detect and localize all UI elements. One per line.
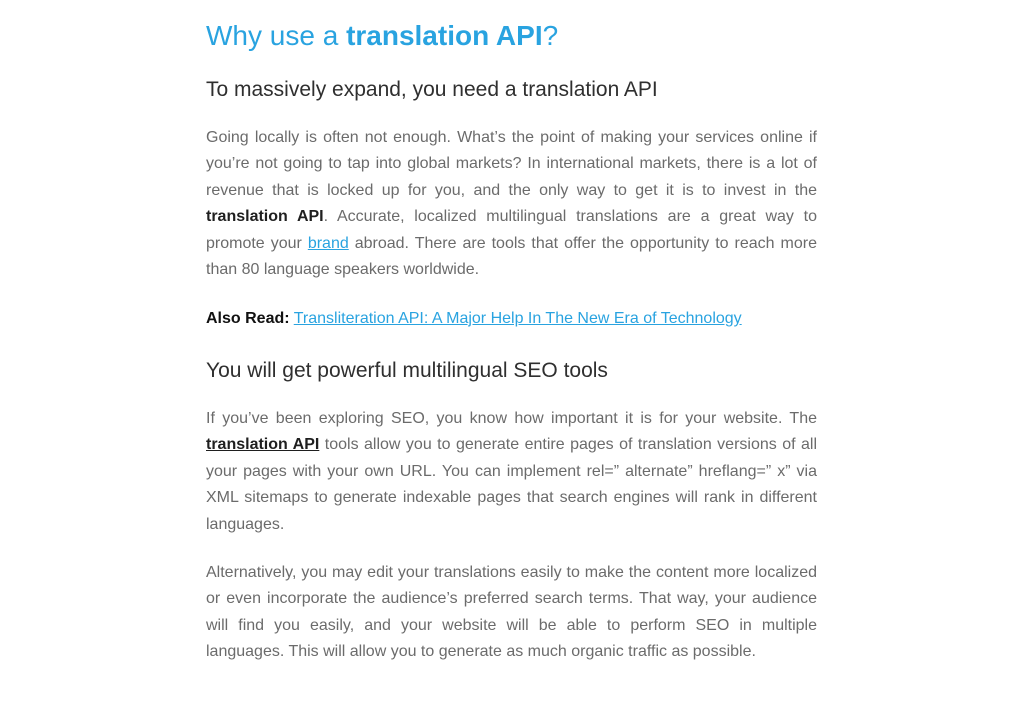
title-prefix: Why use a (206, 20, 347, 51)
section-heading-expand: To massively expand, you need a translation API (206, 78, 658, 101)
paragraph-expand-text-3: abroad. There are tools that offer the opportunity to reach more than 80 language speakers worldwide. (206, 234, 817, 279)
paragraph-seo (206, 406, 817, 538)
also-read (206, 307, 742, 331)
brand-link[interactable]: brand (307, 234, 349, 252)
paragraph-seo-text-2: tools allow you to generate entire pages of translation versions of all your pages with your own URL. You can implement rel=” alternate” hreflang=” x” via XML sitemaps to generate indexable pages that search engines will rank in different languages. (206, 436, 818, 533)
paragraph-expand-text-2: . Accurate, localized multilingual translations are a great way to promote your (206, 208, 817, 252)
also-read-label: Also Read: (206, 310, 290, 327)
title-suffix: ? (542, 20, 559, 51)
page-title (206, 18, 558, 54)
translation-api-link[interactable]: translation API (206, 436, 320, 454)
also-read-link[interactable]: Transliteration API: A Major Help In The New Era of Technology (293, 310, 742, 327)
paragraph-alternatively: Alternatively, you may edit your translations easily to make the content more localized or even incorporate the audience’s preferred search terms. That way, your audience will find you easily, and your website will be able to perform SEO in multiple languages. This will allow you to generate as much organic traffic as possible. (206, 564, 817, 661)
paragraph-seo-text-1: If you’ve been exploring SEO, you know how important it is for your website. The (206, 410, 817, 427)
translation-api-bold: translation API (206, 208, 324, 226)
section-heading-seo: You will get powerful multilingual SEO tools (206, 359, 608, 382)
title-bold: translation API (346, 20, 543, 51)
paragraph-expand (206, 125, 817, 283)
paragraph-expand-text-1: Going locally is often not enough. What’s the point of making your services online if you’re not going to tap into global markets? In international markets, there is a lot of revenue that is locked up for you, and the only way to get it is to invest in the (206, 129, 817, 199)
